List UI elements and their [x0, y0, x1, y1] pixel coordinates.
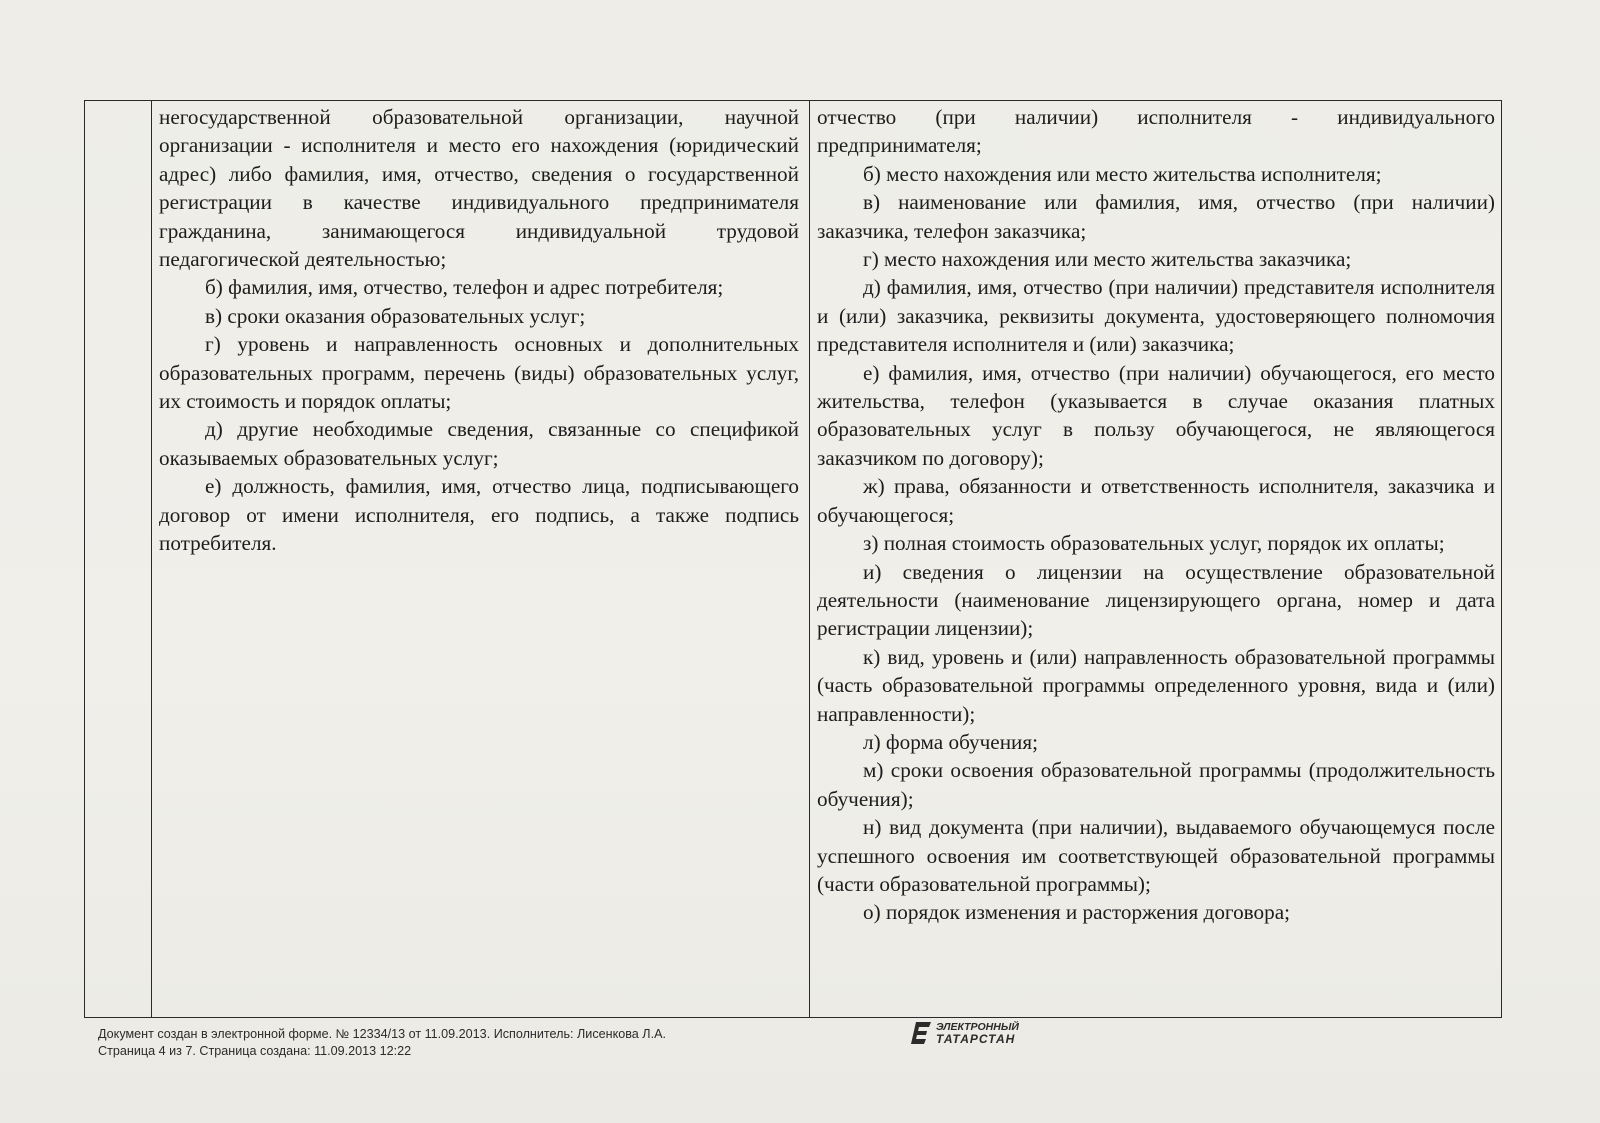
paragraph: негосударственной образовательной организации, научной организации - исполнителя и место его нахождения (юридический адрес) либо фамилия, имя, отчество, сведения о государственной регистрации в качестве индивидуального предпринимателя гражданина, занимающегося индивидуальной трудовой педагогической деятельностью;: [159, 105, 799, 272]
paragraph: б) место нахождения или место жительства исполнителя;: [863, 161, 1382, 186]
column-divider-right: [809, 101, 810, 1017]
paragraph: ж) права, обязанности и ответственность исполнителя, заказчика и обучающегося;: [817, 474, 1495, 527]
paragraph: б) фамилия, имя, отчество, телефон и адрес потребителя;: [205, 275, 724, 300]
paragraph: г) место нахождения или место жительства заказчика;: [863, 247, 1352, 272]
paragraph: о) порядок изменения и расторжения договора;: [863, 900, 1291, 925]
footer-page-info: Страница 4 из 7. Страница создана: 11.09.2013 12:22: [98, 1044, 412, 1058]
paragraph: д) другие необходимые сведения, связанные со спецификой оказываемых образовательных услуг;: [159, 417, 799, 470]
footer-document-info: Документ создан в электронной форме. № 12334/13 от 11.09.2013. Исполнитель: Лисенкова Л.А.: [98, 1027, 666, 1041]
paragraph: в) наименование или фамилия, имя, отчество (при наличии) заказчика, телефон заказчика;: [817, 190, 1495, 243]
paragraph: н) вид документа (при наличии), выдаваемого обучающемуся после успешного освоения им соответствующей образовательной программы (части образовательной программы);: [817, 815, 1495, 896]
electronic-tatarstan-logo: [910, 1020, 1019, 1046]
paragraph: отчество (при наличии) исполнителя - индивидуального предпринимателя;: [817, 105, 1495, 158]
table-cell-previous-text: [159, 103, 799, 558]
paragraph: и) сведения о лицензии на осуществление образовательной деятельности (наименование лицензирующего органа, номер и дата регистрации лицензии);: [817, 559, 1495, 641]
comparison-table: [84, 100, 1502, 1018]
logo-mark-icon: [910, 1020, 932, 1046]
paragraph: е) фамилия, имя, отчество (при наличии) обучающегося, его место жительства, телефон (указывается в случае оказания платных образовательных услуг в пользу обучающегося, не являющегося заказчиком по договору);: [817, 360, 1495, 470]
paragraph: к) вид, уровень и (или) направленность образовательной программы (часть образовательной программы определенного уровня, вида и (или) направленности);: [817, 644, 1495, 726]
paragraph: л) форма обучения;: [863, 729, 1039, 754]
paragraph: в) сроки оказания образовательных услуг;: [205, 303, 586, 328]
document-footer: [98, 1026, 666, 1060]
paragraph: з) полная стоимость образовательных услуг, порядок их оплаты;: [863, 531, 1445, 556]
logo-text-line2: ТАТАРСТАН: [936, 1032, 1016, 1046]
logo-text-line1: ЭЛЕКТРОННЫЙ: [936, 1021, 1019, 1033]
column-divider-left: [151, 101, 152, 1017]
paragraph: м) сроки освоения образовательной программы (продолжительность обучения);: [817, 758, 1495, 811]
paragraph: г) уровень и направленность основных и дополнительных образовательных программ, перечень (виды) образовательных услуг, их стоимость и порядок оплаты;: [159, 332, 799, 414]
paragraph: е) должность, фамилия, имя, отчество лица, подписывающего договор от имени исполнителя, его подпись, а также подпись потребителя.: [159, 474, 799, 556]
table-cell-new-text: [817, 103, 1495, 927]
paragraph: д) фамилия, имя, отчество (при наличии) представителя исполнителя и (или) заказчика, реквизиты документа, удостоверяющего полномочия представителя исполнителя и (или) заказчика;: [817, 275, 1495, 357]
